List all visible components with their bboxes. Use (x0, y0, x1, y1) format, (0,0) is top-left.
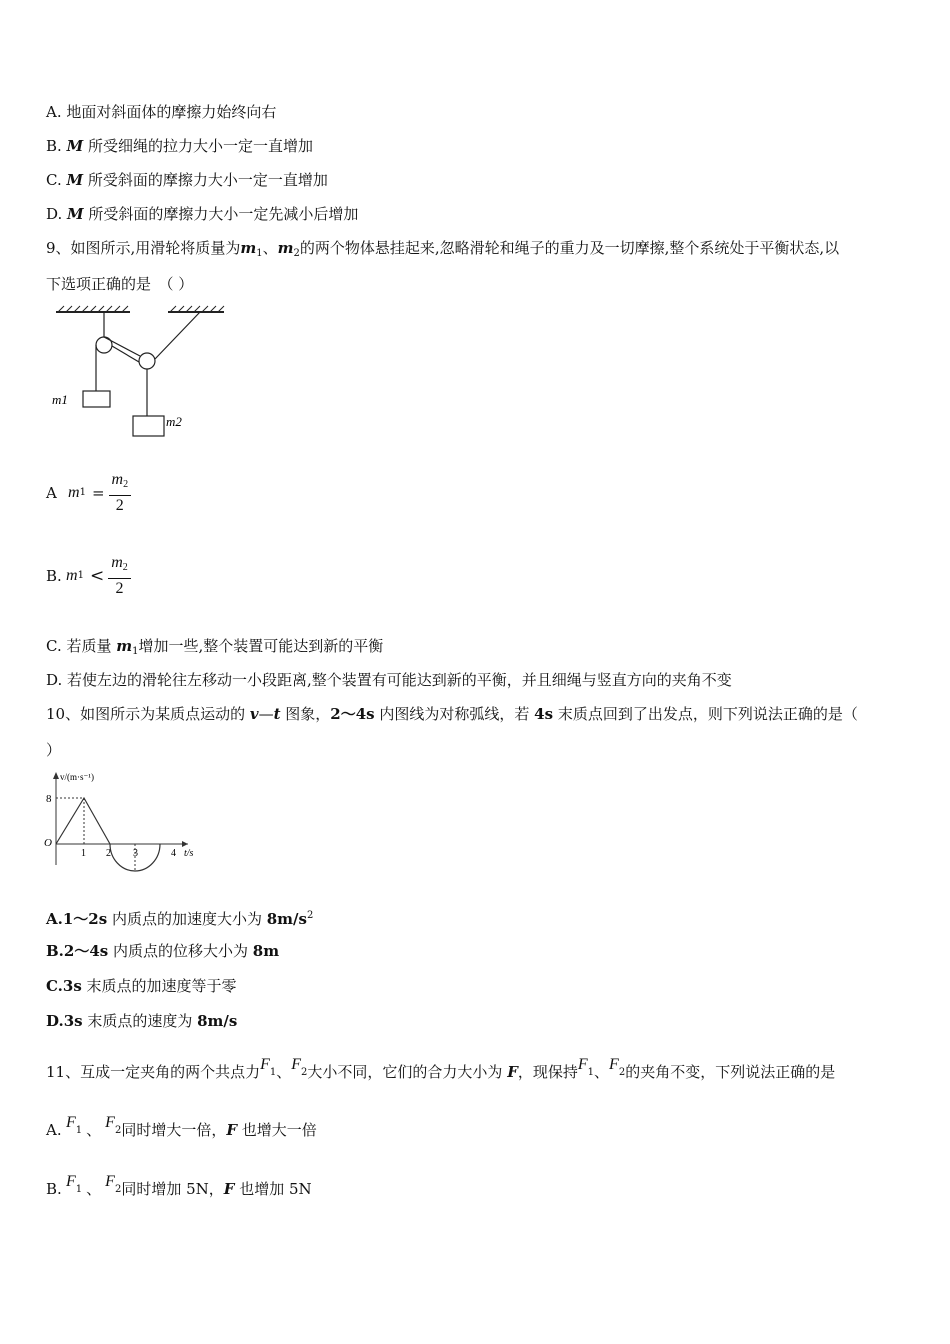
option-range: C.3s (46, 977, 82, 995)
pulley-figure (50, 302, 240, 442)
q8-option-c (46, 170, 328, 190)
var-f: F (260, 1056, 270, 1073)
option-text: 末质点的速度为 (82, 1012, 198, 1030)
var-m: m (240, 239, 257, 257)
denominator: 2 (115, 580, 124, 597)
subscript: 1 (587, 1067, 595, 1078)
var-f: F (291, 1056, 302, 1073)
stem-text: 图象， (280, 705, 331, 723)
x-tick-4: 4 (171, 848, 176, 859)
time-range: 2～4s (330, 705, 375, 723)
stem-text: 10、如图所示为某质点运动的 (46, 705, 250, 723)
q9-stem-line2: 下选项正确的是 （ ） (46, 275, 194, 293)
option-text: 所受斜面的摩擦力大小一定先减小后增加 (83, 205, 359, 223)
var-f: F (609, 1056, 619, 1073)
stem-text: 11、互成一定夹角的两个共点力 (46, 1063, 261, 1081)
separator: 、 (594, 1063, 610, 1081)
q8-option-d (46, 204, 358, 224)
var-f: F (577, 1056, 588, 1073)
option-text: 内质点的加速度大小为 (107, 910, 267, 928)
option-range: A.1～2s (46, 910, 108, 928)
var-m: M (67, 205, 84, 223)
q8-option-b (46, 136, 313, 156)
separator: 、 (262, 239, 278, 257)
q8-option-a: A. 地面对斜面体的摩擦力始终向右 (46, 103, 277, 121)
label-m1: m1 (52, 392, 68, 407)
var-f: F (66, 1173, 76, 1190)
stem-text: 内图线为对称弧线，若 (374, 705, 535, 723)
var-m: m (277, 239, 294, 257)
option-range: D.3s (46, 1012, 83, 1030)
denominator: 2 (115, 497, 124, 514)
subscript: 2 (618, 1067, 626, 1078)
q9-option-b (46, 553, 131, 613)
option-value: 8m/s (266, 910, 307, 928)
q10-option-d (46, 1011, 237, 1031)
x-tick-1: 1 (81, 848, 86, 859)
subscript: 1 (77, 570, 84, 581)
x-tick-3: 3 (133, 848, 138, 859)
subscript: 1 (256, 248, 263, 259)
option-text: 内质点的位移大小为 (108, 942, 253, 960)
option-text: C. 若质量 (46, 637, 117, 655)
subscript: 1 (132, 646, 139, 657)
var-m: M (66, 137, 84, 155)
subscript: 1 (79, 487, 86, 498)
option-text: 增加一些,整个装置可能达到新的平衡 (138, 637, 384, 655)
q10-stem-line2: ） (46, 741, 62, 759)
subscript: 2 (293, 248, 300, 259)
relation: < (89, 566, 105, 586)
q9-option-a (46, 470, 131, 530)
stem-text: 的两个物体悬挂起来,忽略滑轮和绳子的重力及一切摩擦,整个系统处于平衡状态,以 (299, 239, 840, 257)
fraction-m2-over-2 (108, 553, 131, 599)
subscript: 2 (114, 1184, 122, 1195)
var-m: m (66, 567, 78, 584)
separator: 、 (276, 1063, 292, 1081)
x-axis-label: t/s (184, 848, 194, 859)
q11-option-a (46, 1105, 317, 1141)
subscript: 1 (269, 1067, 277, 1078)
var-v: v (249, 705, 259, 723)
subscript: 1 (75, 1125, 83, 1136)
var-f: F (507, 1063, 518, 1081)
option-label: A. (46, 1121, 62, 1139)
var-t: t (273, 705, 281, 723)
stem-text: 大小不同，它们的合力大小为 (307, 1063, 508, 1081)
q10-option-a (46, 906, 313, 929)
stem-text: 的夹角不变，下列说法正确的是 (625, 1063, 836, 1081)
subscript: 2 (122, 562, 128, 573)
stem-text: 末质点回到了出发点，则下列说法正确的是（ (553, 705, 858, 723)
var-m: M (66, 171, 84, 189)
option-range: B.2～4s (46, 942, 109, 960)
option-text: 同时增加 5N， (121, 1180, 224, 1198)
superscript: 2 (306, 910, 314, 921)
fraction-m2-over-2 (109, 470, 132, 516)
var-m: m (116, 637, 133, 655)
subscript: 2 (301, 1067, 308, 1078)
time-value: 4s (534, 705, 554, 723)
option-label: A (46, 484, 57, 502)
q11-option-b (46, 1164, 312, 1200)
y-axis-arrow-icon (53, 772, 59, 779)
option-value: 8m/s (197, 1012, 238, 1030)
var-m: m (111, 554, 123, 571)
option-prefix: B. (46, 137, 67, 155)
vt-graph (40, 770, 210, 875)
y-tick-8: 8 (46, 793, 52, 805)
option-prefix: C. (46, 171, 67, 189)
dash: — (258, 705, 274, 723)
x-axis-arrow-icon (182, 841, 188, 847)
y-axis-label: v/(m·s⁻¹) (60, 772, 94, 782)
x-tick-2: 2 (106, 848, 111, 859)
var-m: m (68, 484, 80, 501)
option-prefix: D. (46, 205, 68, 223)
q10-stem-line1 (46, 704, 858, 724)
option-text: 同时增大一倍， (121, 1121, 227, 1139)
subscript: 1 (75, 1184, 83, 1195)
stem-text: ，现保持 (517, 1063, 578, 1081)
separator: 、 (86, 1180, 102, 1198)
var-f: F (223, 1180, 235, 1198)
q10-option-c (46, 976, 237, 996)
option-label: B. (46, 1180, 62, 1198)
q10-option-b (46, 941, 279, 961)
var-f: F (105, 1173, 115, 1190)
q9-option-d: D. 若使左边的滑轮往左移动一小段距离,整个装置有可能达到新的平衡，并且细绳与竖直方向的夹角不变 (46, 671, 732, 689)
relation: = (91, 484, 105, 502)
option-value: 8m (252, 942, 280, 960)
option-text: 也增加 5N (234, 1180, 312, 1198)
option-label: B. (46, 567, 62, 585)
var-f: F (105, 1114, 115, 1131)
separator: 、 (86, 1121, 102, 1139)
origin-label: O (44, 837, 52, 849)
option-text: 所受斜面的摩擦力大小一定一直增加 (83, 171, 328, 189)
label-m2: m2 (166, 414, 182, 429)
var-f: F (226, 1121, 237, 1139)
q11-stem (46, 1048, 835, 1082)
stem-text: 9、如图所示,用滑轮将质量为 (46, 239, 241, 257)
q9-option-c (46, 636, 383, 662)
option-text: 末质点的加速度等于零 (81, 977, 237, 995)
var-m: m (111, 471, 124, 488)
var-f: F (66, 1114, 76, 1131)
subscript: 2 (123, 479, 129, 490)
subscript: 2 (114, 1125, 122, 1136)
option-text: 也增大一倍 (237, 1121, 317, 1139)
q9-stem-line1 (46, 238, 839, 264)
option-text: 所受细绳的拉力大小一定一直增加 (83, 137, 313, 155)
